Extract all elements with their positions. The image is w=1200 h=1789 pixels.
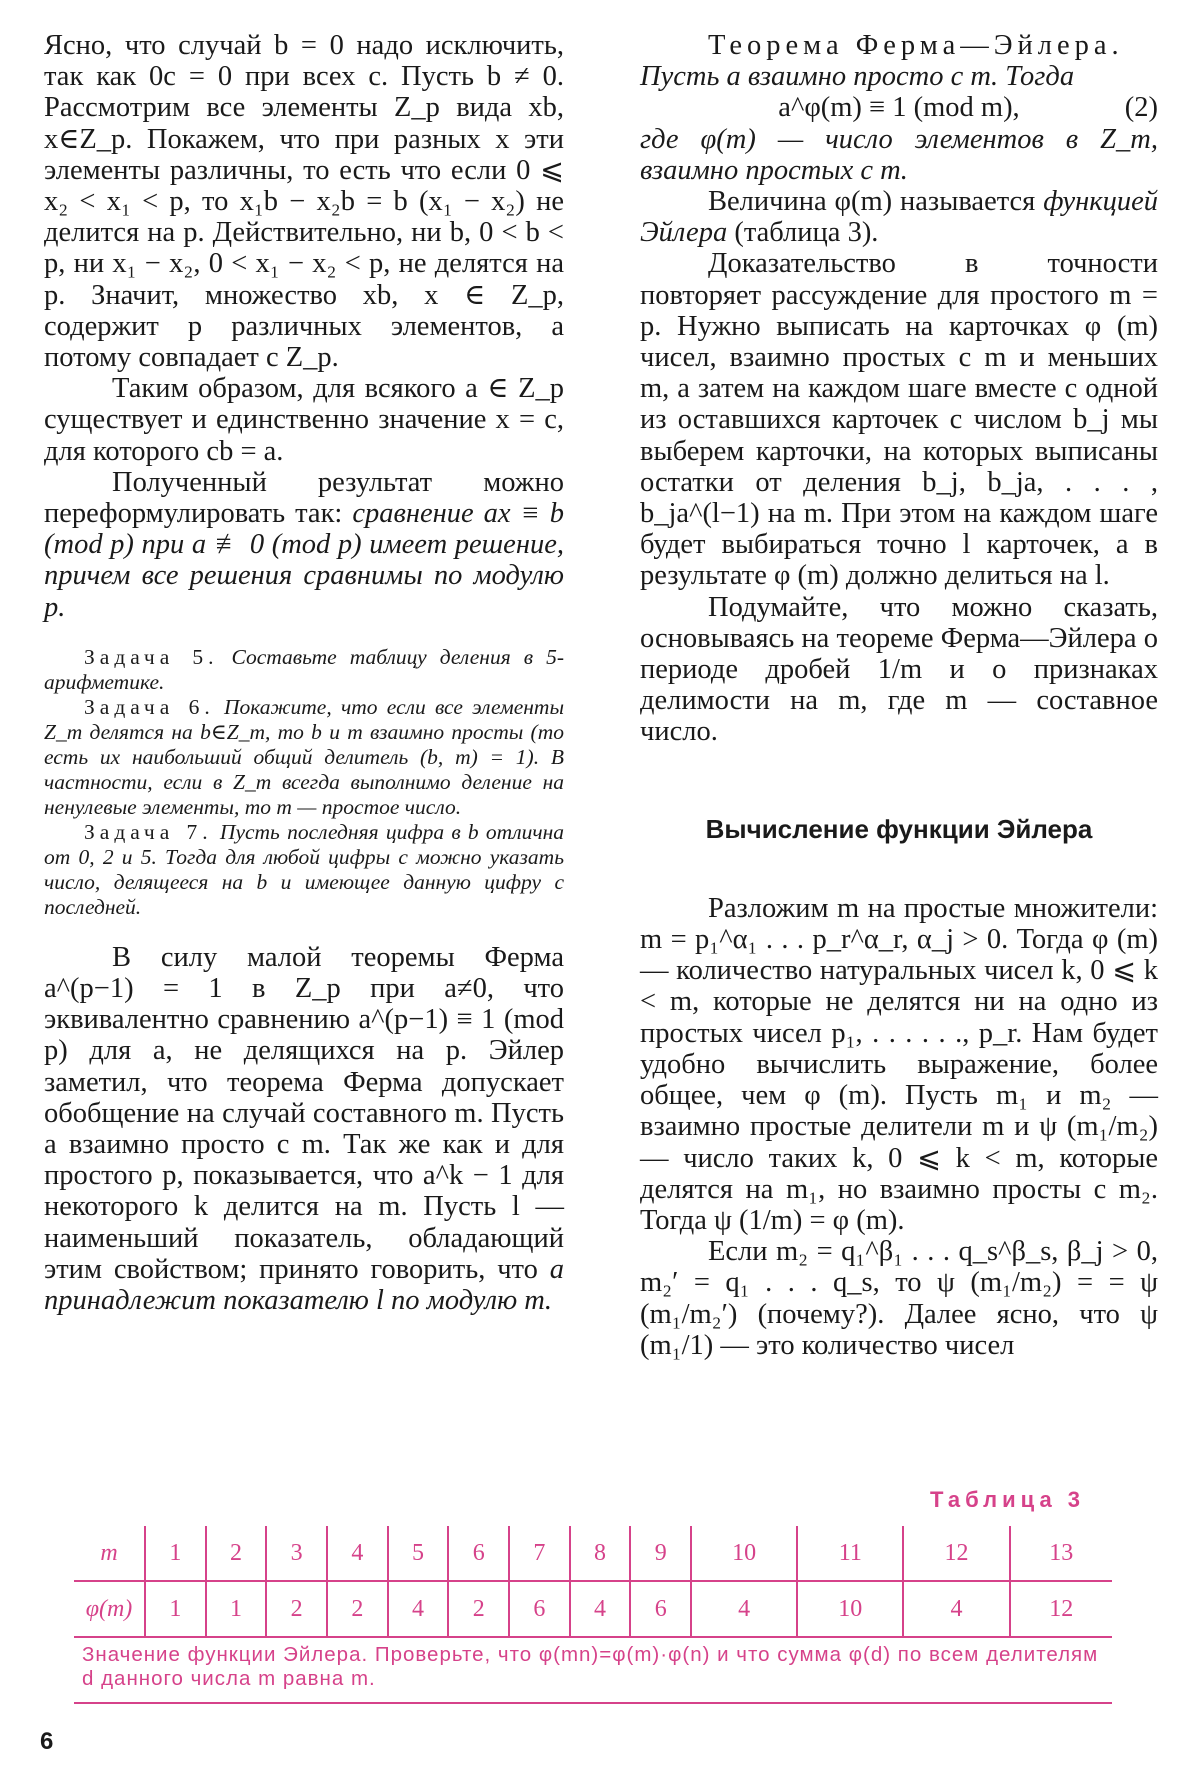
table-cell: 5	[388, 1526, 449, 1581]
table-cell: 2	[448, 1581, 509, 1637]
task-5: Задача 5. Составьте таблицу деления в 5-арифметике.	[44, 644, 565, 694]
right-column	[640, 30, 1158, 1361]
paragraph: Разложим m на простые множители: m = p₁^α₁ . . . p_r^α_r, α_j > 0. Тогда φ (m) — количество натуральных чисел k, 0 ⩽ k < m, которые не делятся ни на одно из простых чисел p₁, . . . . . ., p_r. Нам будет удобно вычислить выражение, более общее, чем φ (m). Пусть m₁ и m₂ — взаимно простые делители m и ψ (m₁/m₂) — число таких k, 0 ⩽ k < m, которые делятся на m₁, но взаимно просты с m₂. Тогда ψ (1/m) = φ (m).	[640, 892, 1158, 1236]
table-cell: 7	[509, 1526, 570, 1581]
table-cell: 4	[691, 1581, 797, 1637]
table-cell: 10	[691, 1526, 797, 1581]
section-heading: Вычисление функции Эйлера	[705, 813, 1093, 844]
table-caption: Таблица 3	[930, 1487, 1086, 1512]
paragraph: Таким образом, для всякого a ∈ Z_p существует и единственно значение x = c, для которого cb = a.	[44, 373, 564, 467]
table-cell: 6	[509, 1581, 570, 1637]
page-number: 6	[40, 1728, 54, 1755]
table-cell: 11	[797, 1526, 903, 1581]
table-cell: 12	[1010, 1581, 1112, 1637]
table-cell: 8	[570, 1526, 631, 1581]
paragraph: Доказательство в точности повторяет рассуждение для простого m = p. Нужно выписать на карточках φ (m) чисел, взаимно простых с m и меньших m, а затем на каждом шаге вместе с одной из оставшихся карточек с числом b_j мы выберем карточки, на которых выписаны остатки от деления b_j, b_ja, . . . , b_ja^(l−1) на m. При этом на каждом шаге будет выбираться точно l карточек, а в результате φ (m) должно делиться на l.	[640, 248, 1158, 592]
table-cell: 3	[266, 1526, 327, 1581]
formula-number: (2)	[1124, 92, 1158, 124]
task-6: Задача 6. Покажите, что если все элементы Z_m делятся на b∈Z_m, то b и m взаимно просты (то есть их наибольший общий делитель (b, m) = 1). В частности, если в Z_m всегда выполнимо деление на ненулевые элементы, то m — простое число.	[44, 694, 565, 819]
row-label: φ(m)	[74, 1581, 145, 1637]
table-cell: 1	[145, 1526, 206, 1581]
paragraph: В силу малой теоремы Ферма a^(p−1) = 1 в Z_p при a≠0, что эквивалентно сравнению a^(p−1) ≡ 1 (mod p) для a, не делящихся на p. Эйлер заметил, что теорема Ферма допускает обобщение на случай составного m. Пусть a взаимно просто с m. Так же как и для простого p, показывается, что a^k − 1 для некоторого k делится на m. Пусть l — наименьший показатель, обладающий этим свойством; принято говорить, что a принадлежит показателю l по модулю m.	[44, 941, 564, 1317]
table-cell: 2	[327, 1581, 388, 1637]
table-cell: 13	[1010, 1526, 1112, 1581]
table-bottom-rule	[74, 1702, 1112, 1704]
table-cell: 9	[630, 1526, 691, 1581]
tasks-block	[44, 645, 564, 920]
table-cell: 4	[903, 1581, 1009, 1637]
paragraph: Подумайте, что можно сказать, основываясь на теореме Ферма—Эйлера о периоде дробей 1/m и о признаках делимости на m, где m — составное число.	[640, 591, 1158, 748]
theorem-text: Пусть a взаимно просто с m. Тогда	[640, 61, 1075, 93]
table-cell: 6	[630, 1581, 691, 1637]
table-cell: 12	[903, 1526, 1009, 1581]
paragraph: Полученный результат можно переформулировать так: сравнение ax ≡ b (mod p) при a ≢ 0 (mod p) имеет решение, причем все решения сравнимы по модулю p.	[44, 466, 565, 623]
table-cell: 4	[327, 1526, 388, 1581]
row-label: m	[74, 1526, 145, 1581]
paragraph: Если m₂ = q₁^β₁ . . . q_s^β_s, β_j > 0, m₂′ = q₁ . . . q_s, то ψ (m₁/m₂) = = ψ (m₁/m₂′) (почему?). Далее ясно, что ψ (m₁/1) — это количество чисел	[640, 1236, 1158, 1361]
theorem-title: Теорема Ферма—Эйлера.	[708, 30, 1124, 61]
table-cell: 6	[448, 1526, 509, 1581]
table-row-phi	[74, 1581, 1112, 1637]
task-7: Задача 7. Пусть последняя цифра в b отлична от 0, 2 и 5. Тогда для любой цифры c можно указать число, делящееся на b и имеющее данную цифру c последней.	[44, 819, 564, 919]
paragraph: Ясно, что случай b = 0 надо исключить, так как 0c = 0 при всех c. Пусть b ≠ 0. Рассмотрим все элементы Z_p вида xb, x∈Z_p. Покажем, что при разных x эти элементы различны, то есть что если 0 ⩽ x₂ < x₁ < p, то x₁b − x₂b = b (x₁ − x₂) не делится на p. Действительно, ни b, 0 < b < p, ни x₁ − x₂, 0 < x₁ − x₂ < p, не делятся на p. Значит, множество xb, x ∈ Z_p, содержит p различных элементов, а потому совпадает с Z_p.	[44, 30, 564, 374]
formula: a^φ(m) ≡ 1 (mod m), (2)	[778, 92, 1158, 124]
table-divider	[74, 1636, 1112, 1638]
table-cell: 4	[388, 1581, 449, 1637]
table-cell: 2	[266, 1581, 327, 1637]
table-cell: 10	[797, 1581, 903, 1637]
euler-table	[74, 1526, 1112, 1638]
table-cell: 1	[206, 1581, 267, 1637]
paragraph: Величина φ(m) называется функцией Эйлера (таблица 3).	[640, 186, 1158, 249]
table-cell: 1	[145, 1581, 206, 1637]
table-cell: 2	[206, 1526, 267, 1581]
theorem-tail: где φ(m) — число элементов в Z_m, взаимно простых с m.	[640, 123, 1158, 186]
table-note: Значение функции Эйлера. Проверьте, что φ(mn)=φ(m)·φ(n) и что сумма φ(d) по всем делителям d данного числа m равна m.	[82, 1643, 1099, 1690]
table-row-m	[74, 1526, 1112, 1581]
left-column	[44, 30, 564, 1316]
table-cell: 4	[570, 1581, 631, 1637]
